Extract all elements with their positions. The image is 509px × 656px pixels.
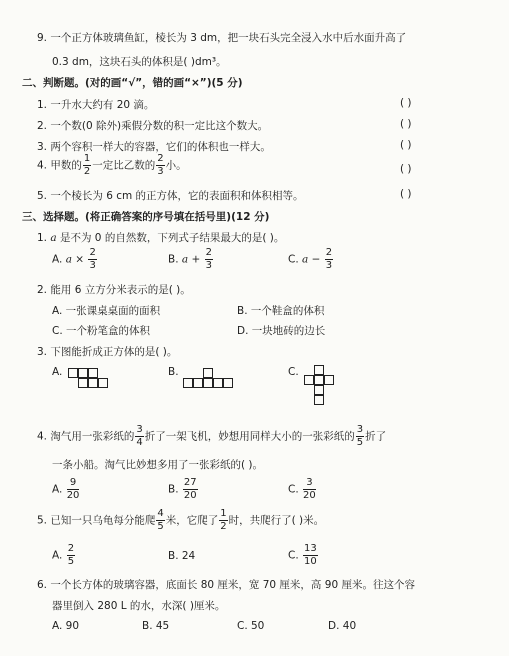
choice-q2-option-c[interactable]: C. 一个粉笔盒的体积 [52, 325, 151, 337]
denominator: 20 [303, 490, 316, 501]
net-square [213, 378, 223, 388]
net-square [193, 378, 203, 388]
choice-q6-stem-line1: 6. 一个长方体的玻璃容器，底面长 80 厘米，宽 70 厘米，高 90 厘米。往这个容 [37, 579, 415, 591]
choice-q2-option-d[interactable]: D. 一块地砖的边长 [237, 325, 326, 337]
net-square [183, 378, 193, 388]
choice-q2-stem: 2. 能用 6 立方分米表示的是( )。 [37, 284, 191, 296]
choice-q5-option-c[interactable] [288, 544, 319, 567]
fraction [183, 478, 198, 501]
operator: − [308, 253, 324, 266]
numerator: 13 [304, 543, 317, 554]
numerator: 1 [83, 153, 91, 164]
choice-q5-option-b[interactable]: B. 24 [168, 550, 196, 562]
judge-item-3: 3. 两个容积一样大的容器，它们的体积也一样大。 [37, 141, 271, 153]
judge-item-1: 1. 一升水大约有 20 滴。 [37, 99, 155, 111]
denominator: 2 [220, 521, 227, 532]
choice-q1-option-a[interactable] [52, 248, 98, 271]
q4-text-a: 4. 淘气用一张彩纸的 [37, 430, 135, 443]
denominator: 5 [67, 556, 75, 567]
numerator: 2 [205, 247, 213, 258]
net-square [78, 368, 88, 378]
choice-q2-option-a[interactable]: A. 一张课桌桌面的面积 [52, 305, 161, 317]
choice-q6-option-d[interactable]: D. 40 [328, 620, 357, 632]
net-square [304, 375, 314, 385]
choice-q6-option-c[interactable]: C. 50 [237, 620, 265, 632]
option-label: C. [288, 549, 303, 562]
net-square [223, 378, 233, 388]
denominator: 10 [304, 556, 317, 567]
choice-q2-option-b[interactable]: B. 一个鞋盒的体积 [237, 305, 325, 317]
fraction [156, 154, 164, 177]
denominator: 4 [136, 437, 143, 448]
q4-text-b: 折了一架飞机，妙想用同样大小的一张彩纸的 [144, 430, 355, 443]
numerator: 9 [67, 478, 80, 490]
choice-q4-option-b[interactable] [168, 478, 199, 501]
numerator: 2 [325, 247, 333, 258]
choice-q4-option-c[interactable] [288, 478, 317, 501]
fraction [356, 425, 364, 448]
choice-q3-label-c[interactable]: C. [288, 366, 299, 378]
net-square [98, 378, 108, 388]
net-square [324, 375, 334, 385]
q1-post: 是不为 0 的自然数，下列式子结果最大的是( )。 [56, 232, 285, 244]
choice-q4-stem-line2: 一条小船。淘气比妙想多用了一张彩纸的( )。 [52, 459, 264, 471]
q4-text-c: 折了 [365, 430, 387, 443]
choice-q6-option-a[interactable]: A. 90 [52, 620, 80, 632]
fraction [67, 478, 80, 501]
denominator: 20 [183, 490, 197, 501]
denominator: 3 [157, 166, 164, 177]
fraction [135, 425, 143, 448]
net-square [314, 395, 324, 405]
fraction [325, 248, 333, 271]
fraction [83, 154, 91, 177]
numerator: 2 [67, 543, 75, 554]
choice-q1-stem [37, 230, 284, 245]
judge-item-4 [37, 154, 187, 177]
judge-item-4-mid: 一定比乙数的 [92, 159, 156, 172]
denominator: 20 [66, 490, 80, 501]
numerator: 3 [356, 424, 364, 435]
judge-item-4-post: 小。 [165, 159, 187, 172]
choice-q4-option-a[interactable] [52, 478, 80, 501]
fraction [303, 544, 318, 567]
fraction [303, 478, 316, 501]
judge-item-2: 2. 一个数(0 除外)乘假分数的积一定比这个数大。 [37, 120, 269, 132]
section2-title: 二、判断题。(对的画“√”，错的画“×”)(5 分) [22, 77, 243, 89]
option-label: A. [52, 253, 66, 266]
fraction [67, 544, 75, 567]
q5-text-c: 时，共爬行了( )米。 [228, 514, 325, 527]
judge-answer-1[interactable]: ( ) [400, 97, 412, 109]
judge-item-4-pre: 4. 甲数的 [37, 159, 82, 172]
variable-a: a [65, 253, 72, 266]
q1-pre: 1. [37, 232, 51, 244]
q5-text-a: 5. 已知一只乌龟每分能爬 [37, 514, 156, 527]
net-square [88, 378, 98, 388]
choice-q1-option-b[interactable] [168, 248, 214, 271]
option-label: B. [168, 253, 182, 266]
fraction [219, 509, 227, 532]
numerator: 2 [157, 153, 164, 164]
operator: + [188, 253, 204, 266]
choice-q3-label-b[interactable]: B. [168, 366, 179, 378]
q9-line1: 9. 一个正方体玻璃鱼缸，棱长为 3 dm，把一块石头完全浸入水中后水面升高了 [37, 32, 407, 44]
option-label: C. [288, 253, 303, 266]
denominator: 3 [89, 260, 96, 271]
denominator: 5 [157, 521, 164, 532]
choice-q6-option-b[interactable]: B. 45 [142, 620, 170, 632]
net-square [314, 375, 324, 385]
numerator: 2 [89, 247, 96, 258]
net-square [88, 368, 98, 378]
fraction [156, 509, 164, 532]
judge-answer-3[interactable]: ( ) [400, 139, 412, 151]
net-square [314, 385, 324, 395]
operator: × [71, 253, 88, 266]
net-square [203, 368, 213, 378]
variable-a: a [302, 253, 309, 266]
variable-a: a [50, 232, 57, 244]
choice-q5-option-a[interactable] [52, 544, 76, 567]
q5-text-b: 米，它爬了 [165, 514, 219, 527]
variable-a: a [181, 253, 189, 266]
fraction [88, 248, 96, 271]
choice-q3-stem: 3. 下图能折成正方体的是( )。 [37, 346, 178, 358]
choice-q4-stem-line1 [37, 425, 386, 448]
judge-item-5: 5. 一个棱长为 6 cm 的正方体，它的表面积和体积相等。 [37, 190, 304, 202]
option-label: A. [52, 483, 66, 496]
q9-line2: 0.3 dm，这块石头的体积是( )dm³。 [52, 56, 227, 68]
choice-q6-stem-line2: 器里倒入 280 L 的水，水深( )厘米。 [52, 600, 226, 612]
denominator: 3 [325, 260, 333, 271]
net-square [78, 378, 88, 388]
numerator: 3 [136, 424, 143, 435]
fraction [205, 248, 213, 271]
denominator: 2 [83, 166, 91, 177]
judge-answer-2[interactable]: ( ) [400, 118, 412, 130]
net-square [68, 368, 78, 378]
judge-answer-4[interactable]: ( ) [400, 163, 412, 175]
numerator: 1 [220, 508, 227, 519]
option-label: A. [52, 549, 66, 562]
choice-q5-stem [37, 509, 324, 532]
denominator: 3 [205, 260, 213, 271]
option-label: B. [168, 483, 182, 496]
numerator: 27 [183, 477, 197, 488]
section3-title: 三、选择题。(将正确答案的序号填在括号里)(12 分) [22, 211, 270, 223]
choice-q3-label-a[interactable]: A. [52, 366, 63, 378]
numerator: 3 [303, 478, 316, 490]
numerator: 4 [157, 508, 164, 519]
denominator: 5 [356, 437, 364, 448]
option-label: C. [288, 483, 303, 496]
choice-q1-option-c[interactable] [288, 248, 334, 271]
judge-answer-5[interactable]: ( ) [400, 188, 412, 200]
net-square [203, 378, 213, 388]
net-square [314, 365, 324, 375]
